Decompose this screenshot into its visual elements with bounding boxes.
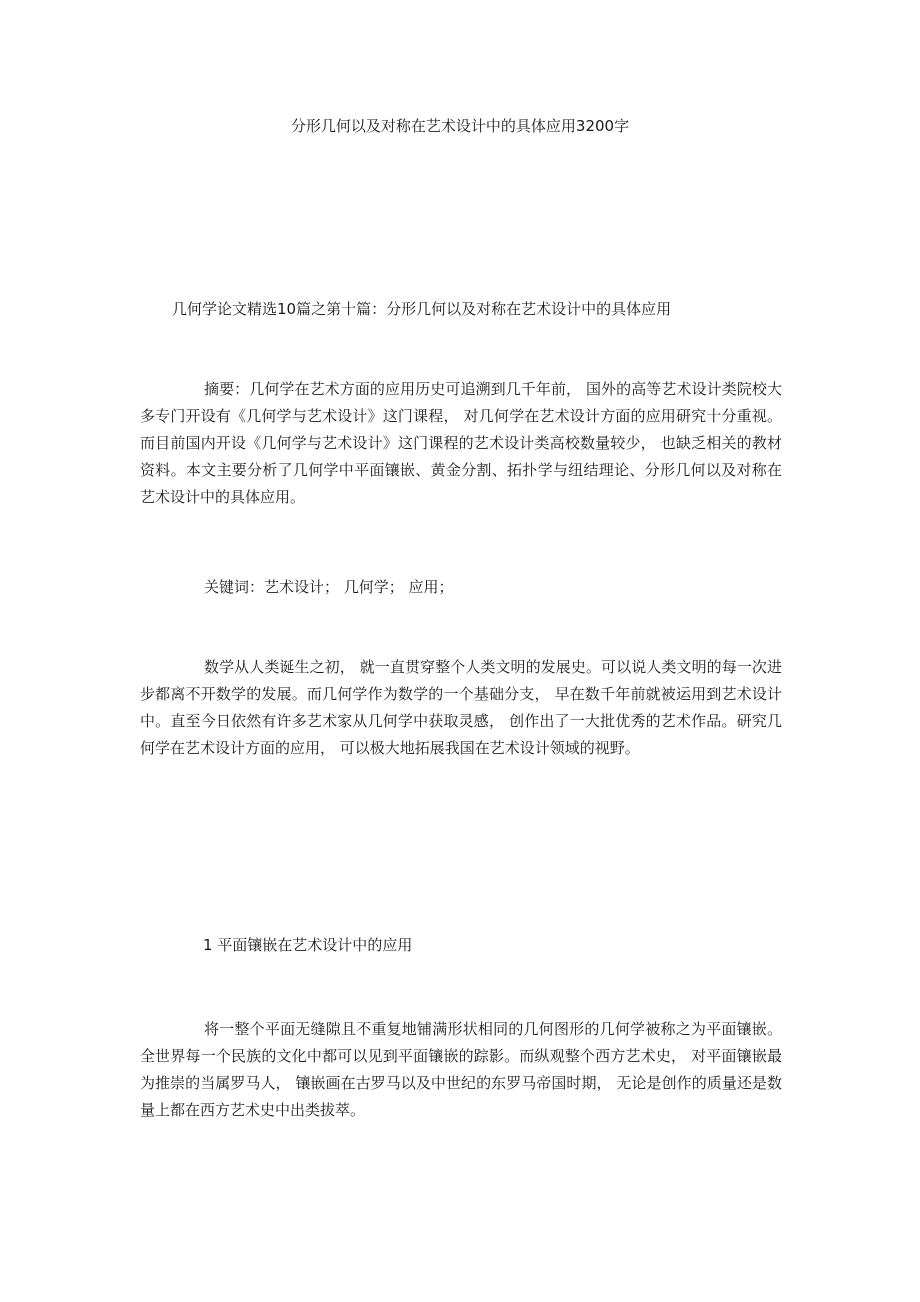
document-subtitle: 几何学论文精选10篇之第十篇：分形几何以及对称在艺术设计中的具体应用 xyxy=(172,300,672,318)
intro-paragraph: 数学从人类诞生之初， 就一直贯穿整个人类文明的发展史。可以说人类文明的每一次进步都离不开数学的发展。而几何学作为数学的一个基础分支， 早在数千年前就被运用到艺术设计中。直至今日依然有许多艺术家从几何学中获取灵感， 创作出了一大批优秀的艺术作品。研究几何学在艺术设计方面的应用， 可以极大地拓展我国在艺术设计领域的视野。 xyxy=(140,658,782,757)
section-1-heading: 1 平面镶嵌在艺术设计中的应用 xyxy=(203,936,413,954)
section-1-paragraph: 将一整个平面无缝隙且不重复地铺满形状相同的几何图形的几何学被称之为平面镶嵌。全世界每一个民族的文化中都可以见到平面镶嵌的踪影。而纵观整个西方艺术史， 对平面镶嵌最为推崇的当属罗马人， 镶嵌画在古罗马以及中世纪的东罗马帝国时期， 无论是创作的质量还是数量上都在西方艺术史中出类拔萃。 xyxy=(140,1020,782,1119)
keywords-line: 关键词：艺术设计； 几何学； 应用； xyxy=(204,578,454,596)
document-title: 分形几何以及对称在艺术设计中的具体应用3200字 xyxy=(290,117,630,135)
abstract-paragraph: 摘要：几何学在艺术方面的应用历史可追溯到几千年前， 国外的高等艺术设计类院校大多专门开设有《几何学与艺术设计》这门课程， 对几何学在艺术设计方面的应用研究十分重视。而目前国内开设《几何学与艺术设计》这门课程的艺术设计类高校数量较少， 也缺乏相关的教材资料。本文主要分析了几何学中平面镶嵌、黄金分割、拓扑学与纽结理论、分形几何以及对称在艺术设计中的具体应用。 xyxy=(140,380,782,506)
